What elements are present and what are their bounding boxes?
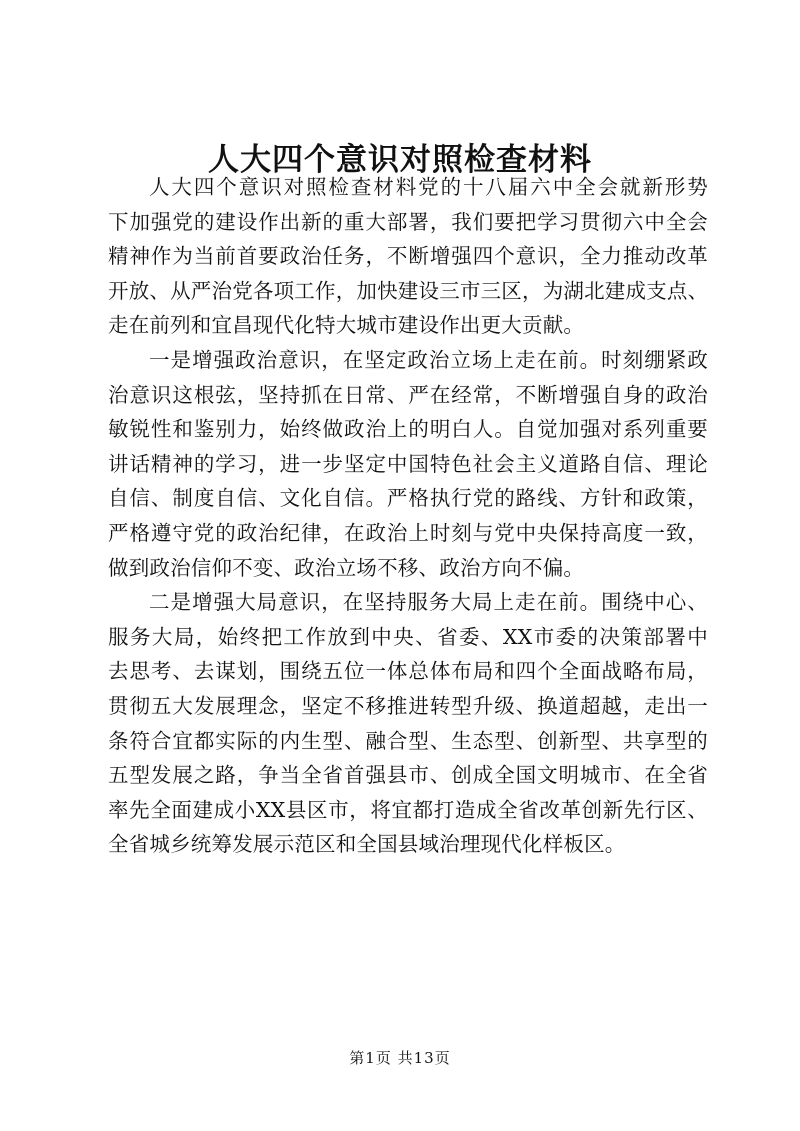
- paragraph-line: 人大四个意识对照检查材料党的十八届六中全会就新形势: [149, 175, 708, 199]
- paragraph-line: 严格遵守党的政治纪律，在政治上时刻与党中央保持高度一致，: [108, 520, 708, 545]
- document-title: 人大四个意识对照检查材料: [208, 142, 592, 178]
- paragraph: [108, 585, 708, 862]
- paragraph-line: 服务大局，始终把工作放到中央、省委、XX市委的决策部署中: [108, 624, 708, 649]
- paragraph-line: 精神作为当前首要政治任务，不断增强四个意识，全力推动改革: [108, 244, 708, 269]
- paragraph: [108, 343, 708, 585]
- paragraph: [108, 170, 708, 343]
- paragraph-line: 讲话精神的学习，进一步坚定中国特色社会主义道路自信、理论: [108, 451, 708, 476]
- paragraph-line: 去思考、去谋划，围绕五位一体总体布局和四个全面战略布局，: [108, 659, 708, 684]
- paragraph-line: 全省城乡统筹发展示范区和全国县域治理现代化样板区。: [108, 832, 626, 857]
- paragraph-line: 走在前列和宜昌现代化特大城市建设作出更大贡献。: [108, 313, 585, 338]
- paragraph-line: 自信、制度自信、文化自信。严格执行党的路线、方针和政策，: [108, 486, 708, 511]
- paragraph-line: 率先全面建成小XX县区市，将宜都打造成全省改革创新先行区、: [108, 797, 708, 822]
- paragraph-line: 治意识这根弦，坚持抓在日常、严在经常，不断增强自身的政治: [108, 382, 708, 407]
- paragraph-line: 下加强党的建设作出新的重大部署，我们要把学习贯彻六中全会: [108, 209, 708, 234]
- paragraph-line: 五型发展之路，争当全省首强县市、创成全国文明城市、在全省: [108, 763, 708, 788]
- paragraph-line: 敏锐性和鉴别力，始终做政治上的明白人。自觉加强对系列重要: [108, 417, 708, 442]
- paragraph-line: 做到政治信仰不变、政治立场不移、政治方向不偏。: [108, 555, 585, 580]
- paragraph-line: 二是增强大局意识，在坚持服务大局上走在前。围绕中心、: [149, 590, 708, 615]
- paragraph-line: 一是增强政治意识，在坚定政治立场上走在前。时刻绷紧政: [149, 347, 708, 372]
- document-body: [108, 170, 708, 862]
- paragraph-line: 开放、从严治党各项工作，加快建设三市三区，为湖北建成支点、: [108, 278, 709, 303]
- paragraph-line: 贯彻五大发展理念，坚定不移推进转型升级、换道超越，走出一: [108, 693, 708, 718]
- paragraph-line: 条符合宜都实际的内生型、融合型、生态型、创新型、共享型的: [108, 728, 708, 753]
- page-number: 第1页 共13页: [349, 1049, 451, 1067]
